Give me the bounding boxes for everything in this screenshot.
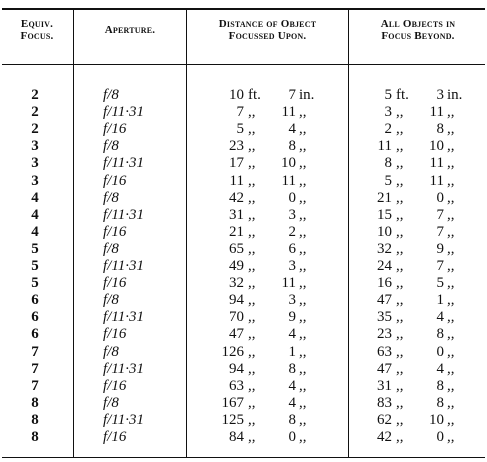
beyond-feet-unit: ,, xyxy=(396,172,404,189)
aperture-cell: f/11·31 xyxy=(103,411,144,428)
beyond-feet-cell: 35 xyxy=(377,309,392,326)
equiv-focus-cell: 7 xyxy=(31,343,39,360)
equiv-focus-cell: 8 xyxy=(31,394,39,411)
equiv-focus-cell: 6 xyxy=(31,326,39,343)
beyond-feet-unit: ,, xyxy=(396,240,404,257)
beyond-inches-unit: ,, xyxy=(447,104,455,121)
distance-feet-cell: 94 xyxy=(229,360,244,377)
header-equiv-focus-line-2: Focus. xyxy=(20,30,54,42)
header-distance-line-1: Distance of Object xyxy=(218,18,317,30)
distance-feet-unit: ,, xyxy=(248,292,256,309)
equiv-focus-cell: 8 xyxy=(31,411,39,428)
header-equiv-focus-line-1: Equiv. xyxy=(20,18,54,30)
beyond-inches-cell: 1 xyxy=(436,292,444,309)
beyond-feet-cell: 23 xyxy=(377,326,392,343)
equiv-focus-cell: 4 xyxy=(31,206,39,223)
beyond-feet-unit: ,, xyxy=(396,121,404,138)
table-row xyxy=(0,173,487,190)
beyond-inches-cell: 7 xyxy=(436,258,444,274)
aperture-cell: f/16 xyxy=(103,377,127,394)
aperture-cell: f/16 xyxy=(103,326,127,343)
distance-inches-cell: 4 xyxy=(288,394,296,411)
beyond-inches-unit: ,, xyxy=(447,360,455,377)
distance-feet-cell: 126 xyxy=(221,343,244,360)
aperture-cell: f/16 xyxy=(103,223,127,240)
table-row xyxy=(0,121,487,138)
header-beyond xyxy=(351,18,485,42)
beyond-inches-cell: 8 xyxy=(436,326,444,343)
beyond-inches-cell: 8 xyxy=(436,121,444,138)
distance-inches-cell: 3 xyxy=(288,292,296,309)
distance-feet-unit: ,, xyxy=(248,377,256,394)
distance-feet-cell: 167 xyxy=(221,394,244,411)
equiv-focus-cell: 5 xyxy=(31,275,39,292)
beyond-inches-cell: 0 xyxy=(436,189,444,206)
distance-inches-cell: 7 xyxy=(288,87,296,103)
distance-feet-unit: ,, xyxy=(248,326,256,343)
beyond-feet-unit: ,, xyxy=(396,206,404,223)
distance-feet-cell: 65 xyxy=(229,240,244,257)
beyond-feet-unit: ,, xyxy=(396,326,404,343)
distance-inches-cell: 3 xyxy=(288,206,296,223)
beyond-feet-cell: 24 xyxy=(377,258,392,274)
beyond-feet-unit: ,, xyxy=(396,394,404,411)
distance-feet-unit: ,, xyxy=(248,223,256,240)
distance-feet-cell: 32 xyxy=(229,275,244,292)
beyond-feet-unit: ,, xyxy=(396,411,404,428)
distance-inches-unit: in. xyxy=(299,87,315,103)
beyond-feet-unit: ,, xyxy=(396,377,404,394)
distance-feet-unit: ,, xyxy=(248,343,256,360)
table-row xyxy=(0,258,487,275)
distance-feet-cell: 17 xyxy=(229,155,244,172)
distance-feet-unit: ,, xyxy=(248,172,256,189)
distance-feet-unit: ,, xyxy=(248,138,256,155)
distance-feet-cell: 11 xyxy=(229,172,244,189)
equiv-focus-cell: 6 xyxy=(31,309,39,326)
beyond-inches-unit: ,, xyxy=(447,206,455,223)
beyond-feet-cell: 3 xyxy=(384,104,392,121)
beyond-inches-cell: 5 xyxy=(436,275,444,292)
beyond-inches-unit: ,, xyxy=(447,292,455,309)
beyond-inches-unit: ,, xyxy=(447,429,455,445)
distance-inches-unit: ,, xyxy=(299,377,307,394)
beyond-feet-unit: ,, xyxy=(396,104,404,121)
distance-feet-cell: 49 xyxy=(229,258,244,274)
equiv-focus-cell: 2 xyxy=(31,87,39,103)
beyond-feet-cell: 5 xyxy=(384,172,392,189)
aperture-cell: f/11·31 xyxy=(103,155,144,172)
aperture-cell: f/8 xyxy=(103,189,119,206)
beyond-feet-cell: 62 xyxy=(377,411,392,428)
beyond-feet-unit: ,, xyxy=(396,309,404,326)
distance-feet-cell: 42 xyxy=(229,189,244,206)
distance-feet-unit: ,, xyxy=(248,121,256,138)
distance-feet-unit: ,, xyxy=(248,258,256,274)
beyond-inches-cell: 11 xyxy=(429,172,444,189)
aperture-cell: f/16 xyxy=(103,121,127,138)
distance-feet-unit: ,, xyxy=(248,206,256,223)
distance-feet-unit: ,, xyxy=(248,104,256,121)
table-row xyxy=(0,309,487,326)
header-rule xyxy=(2,64,485,65)
beyond-inches-unit: in. xyxy=(447,87,463,103)
table-row xyxy=(0,104,487,121)
beyond-inches-unit: ,, xyxy=(447,411,455,428)
bottom-rule xyxy=(2,457,485,458)
beyond-inches-unit: ,, xyxy=(447,258,455,274)
beyond-inches-cell: 7 xyxy=(436,223,444,240)
distance-feet-cell: 63 xyxy=(229,377,244,394)
beyond-inches-unit: ,, xyxy=(447,189,455,206)
beyond-inches-unit: ,, xyxy=(447,309,455,326)
beyond-feet-cell: 2 xyxy=(384,121,392,138)
distance-inches-cell: 2 xyxy=(288,223,296,240)
beyond-feet-unit: ,, xyxy=(396,189,404,206)
aperture-cell: f/11·31 xyxy=(103,258,144,274)
beyond-inches-unit: ,, xyxy=(447,172,455,189)
distance-inches-cell: 4 xyxy=(288,121,296,138)
beyond-inches-unit: ,, xyxy=(447,121,455,138)
beyond-feet-cell: 31 xyxy=(377,377,392,394)
beyond-feet-cell: 16 xyxy=(377,275,392,292)
distance-inches-unit: ,, xyxy=(299,429,307,445)
distance-feet-unit: ,, xyxy=(248,189,256,206)
beyond-inches-cell: 8 xyxy=(436,394,444,411)
distance-feet-cell: 23 xyxy=(229,138,244,155)
distance-inches-cell: 8 xyxy=(288,360,296,377)
top-rule xyxy=(2,8,485,10)
table-row xyxy=(0,155,487,172)
distance-feet-unit: ,, xyxy=(248,360,256,377)
aperture-cell: f/8 xyxy=(103,87,119,103)
beyond-feet-cell: 10 xyxy=(377,223,392,240)
aperture-cell: f/8 xyxy=(103,292,119,309)
distance-inches-cell: 10 xyxy=(281,155,296,172)
header-beyond-line-1: All Objects in xyxy=(380,18,456,30)
beyond-inches-unit: ,, xyxy=(447,326,455,343)
aperture-cell: f/11·31 xyxy=(103,309,144,326)
header-distance xyxy=(189,18,346,42)
equiv-focus-cell: 3 xyxy=(31,172,39,189)
beyond-inches-unit: ,, xyxy=(447,377,455,394)
beyond-feet-unit: ,, xyxy=(396,343,404,360)
table-row xyxy=(0,361,487,378)
beyond-inches-unit: ,, xyxy=(447,223,455,240)
beyond-inches-cell: 8 xyxy=(436,377,444,394)
table-row xyxy=(0,429,487,446)
aperture-cell: f/8 xyxy=(103,138,119,155)
distance-inches-cell: 11 xyxy=(281,275,296,292)
distance-inches-unit: ,, xyxy=(299,275,307,292)
beyond-inches-cell: 4 xyxy=(436,309,444,326)
beyond-feet-cell: 11 xyxy=(377,138,392,155)
table-row xyxy=(0,326,487,343)
distance-feet-cell: 125 xyxy=(221,411,244,428)
distance-feet-unit: ,, xyxy=(248,411,256,428)
table-row xyxy=(0,412,487,429)
distance-inches-cell: 1 xyxy=(288,343,296,360)
equiv-focus-cell: 7 xyxy=(31,377,39,394)
table-row xyxy=(0,241,487,258)
distance-feet-unit: ,, xyxy=(248,240,256,257)
table-row xyxy=(0,395,487,412)
beyond-inches-cell: 11 xyxy=(429,155,444,172)
distance-feet-cell: 70 xyxy=(229,309,244,326)
header-aperture-label: Aperture. xyxy=(104,24,156,36)
table-row xyxy=(0,224,487,241)
beyond-feet-unit: ,, xyxy=(396,155,404,172)
distance-feet-cell: 94 xyxy=(229,292,244,309)
equiv-focus-cell: 2 xyxy=(31,104,39,121)
beyond-feet-cell: 32 xyxy=(377,240,392,257)
beyond-feet-unit: ,, xyxy=(396,429,404,445)
distance-inches-cell: 9 xyxy=(288,309,296,326)
distance-inches-cell: 11 xyxy=(281,172,296,189)
distance-inches-unit: ,, xyxy=(299,189,307,206)
beyond-inches-unit: ,, xyxy=(447,138,455,155)
distance-inches-cell: 6 xyxy=(288,240,296,257)
equiv-focus-cell: 3 xyxy=(31,138,39,155)
table-row xyxy=(0,344,487,361)
aperture-cell: f/16 xyxy=(103,275,127,292)
beyond-feet-unit: ,, xyxy=(396,275,404,292)
equiv-focus-cell: 6 xyxy=(31,292,39,309)
header-equiv-focus xyxy=(4,18,70,42)
table-row xyxy=(0,292,487,309)
beyond-feet-unit: ,, xyxy=(396,138,404,155)
aperture-cell: f/16 xyxy=(103,429,127,445)
header-distance-line-2: Focussed Upon. xyxy=(228,30,307,42)
header-beyond-line-2: Focus Beyond. xyxy=(381,30,455,42)
beyond-inches-cell: 11 xyxy=(429,104,444,121)
beyond-feet-unit: ,, xyxy=(396,360,404,377)
distance-feet-cell: 47 xyxy=(229,326,244,343)
distance-feet-unit: ft. xyxy=(248,87,261,103)
beyond-feet-unit: ,, xyxy=(396,258,404,274)
beyond-feet-cell: 83 xyxy=(377,394,392,411)
beyond-feet-cell: 21 xyxy=(377,189,392,206)
beyond-feet-unit: ,, xyxy=(396,223,404,240)
distance-inches-unit: ,, xyxy=(299,292,307,309)
distance-feet-unit: ,, xyxy=(248,275,256,292)
distance-feet-cell: 21 xyxy=(229,223,244,240)
beyond-inches-cell: 7 xyxy=(436,206,444,223)
distance-inches-unit: ,, xyxy=(299,223,307,240)
aperture-cell: f/11·31 xyxy=(103,360,144,377)
distance-inches-cell: 4 xyxy=(288,326,296,343)
beyond-inches-unit: ,, xyxy=(447,275,455,292)
beyond-inches-cell: 9 xyxy=(436,240,444,257)
aperture-cell: f/8 xyxy=(103,240,119,257)
equiv-focus-cell: 8 xyxy=(31,429,39,445)
beyond-inches-cell: 3 xyxy=(436,87,444,103)
beyond-feet-cell: 63 xyxy=(377,343,392,360)
beyond-feet-cell: 5 xyxy=(384,87,392,103)
distance-inches-unit: ,, xyxy=(299,258,307,274)
beyond-inches-cell: 10 xyxy=(429,138,444,155)
equiv-focus-cell: 2 xyxy=(31,121,39,138)
table-row xyxy=(0,207,487,224)
equiv-focus-cell: 3 xyxy=(31,155,39,172)
distance-inches-unit: ,, xyxy=(299,394,307,411)
distance-inches-cell: 8 xyxy=(288,411,296,428)
distance-feet-cell: 5 xyxy=(236,121,244,138)
beyond-inches-unit: ,, xyxy=(447,394,455,411)
beyond-feet-cell: 47 xyxy=(377,292,392,309)
equiv-focus-cell: 4 xyxy=(31,189,39,206)
header-aperture xyxy=(76,24,184,36)
table-row xyxy=(0,190,487,207)
distance-feet-cell: 10 xyxy=(229,87,244,103)
beyond-inches-cell: 4 xyxy=(436,360,444,377)
distance-feet-cell: 31 xyxy=(229,206,244,223)
distance-inches-cell: 0 xyxy=(288,429,296,445)
distance-inches-unit: ,, xyxy=(299,360,307,377)
equiv-focus-cell: 5 xyxy=(31,258,39,274)
distance-inches-unit: ,, xyxy=(299,411,307,428)
distance-feet-unit: ,, xyxy=(248,155,256,172)
beyond-feet-cell: 42 xyxy=(377,429,392,445)
table-row xyxy=(0,87,487,104)
distance-inches-unit: ,, xyxy=(299,172,307,189)
beyond-feet-unit: ft. xyxy=(396,87,409,103)
beyond-feet-cell: 47 xyxy=(377,360,392,377)
distance-feet-unit: ,, xyxy=(248,429,256,445)
aperture-cell: f/16 xyxy=(103,172,127,189)
distance-inches-cell: 8 xyxy=(288,138,296,155)
distance-feet-unit: ,, xyxy=(248,309,256,326)
distance-inches-unit: ,, xyxy=(299,206,307,223)
distance-inches-unit: ,, xyxy=(299,309,307,326)
beyond-inches-unit: ,, xyxy=(447,343,455,360)
table-row xyxy=(0,378,487,395)
table-row xyxy=(0,138,487,155)
distance-inches-unit: ,, xyxy=(299,343,307,360)
distance-inches-unit: ,, xyxy=(299,104,307,121)
beyond-inches-unit: ,, xyxy=(447,240,455,257)
distance-inches-cell: 3 xyxy=(288,258,296,274)
distance-inches-cell: 0 xyxy=(288,189,296,206)
equiv-focus-cell: 5 xyxy=(31,240,39,257)
beyond-feet-cell: 8 xyxy=(384,155,392,172)
table-row xyxy=(0,275,487,292)
distance-feet-cell: 7 xyxy=(236,104,244,121)
distance-feet-unit: ,, xyxy=(248,394,256,411)
distance-inches-unit: ,, xyxy=(299,240,307,257)
beyond-inches-cell: 0 xyxy=(436,429,444,445)
beyond-feet-unit: ,, xyxy=(396,292,404,309)
beyond-inches-cell: 10 xyxy=(429,411,444,428)
distance-inches-unit: ,, xyxy=(299,138,307,155)
distance-inches-cell: 4 xyxy=(288,377,296,394)
distance-inches-cell: 11 xyxy=(281,104,296,121)
aperture-cell: f/8 xyxy=(103,394,119,411)
equiv-focus-cell: 7 xyxy=(31,360,39,377)
equiv-focus-cell: 4 xyxy=(31,223,39,240)
aperture-cell: f/11·31 xyxy=(103,206,144,223)
distance-inches-unit: ,, xyxy=(299,326,307,343)
beyond-feet-cell: 15 xyxy=(377,206,392,223)
aperture-cell: f/8 xyxy=(103,343,119,360)
distance-feet-cell: 84 xyxy=(229,429,244,445)
aperture-cell: f/11·31 xyxy=(103,104,144,121)
distance-inches-unit: ,, xyxy=(299,155,307,172)
beyond-inches-cell: 0 xyxy=(436,343,444,360)
beyond-inches-unit: ,, xyxy=(447,155,455,172)
distance-inches-unit: ,, xyxy=(299,121,307,138)
